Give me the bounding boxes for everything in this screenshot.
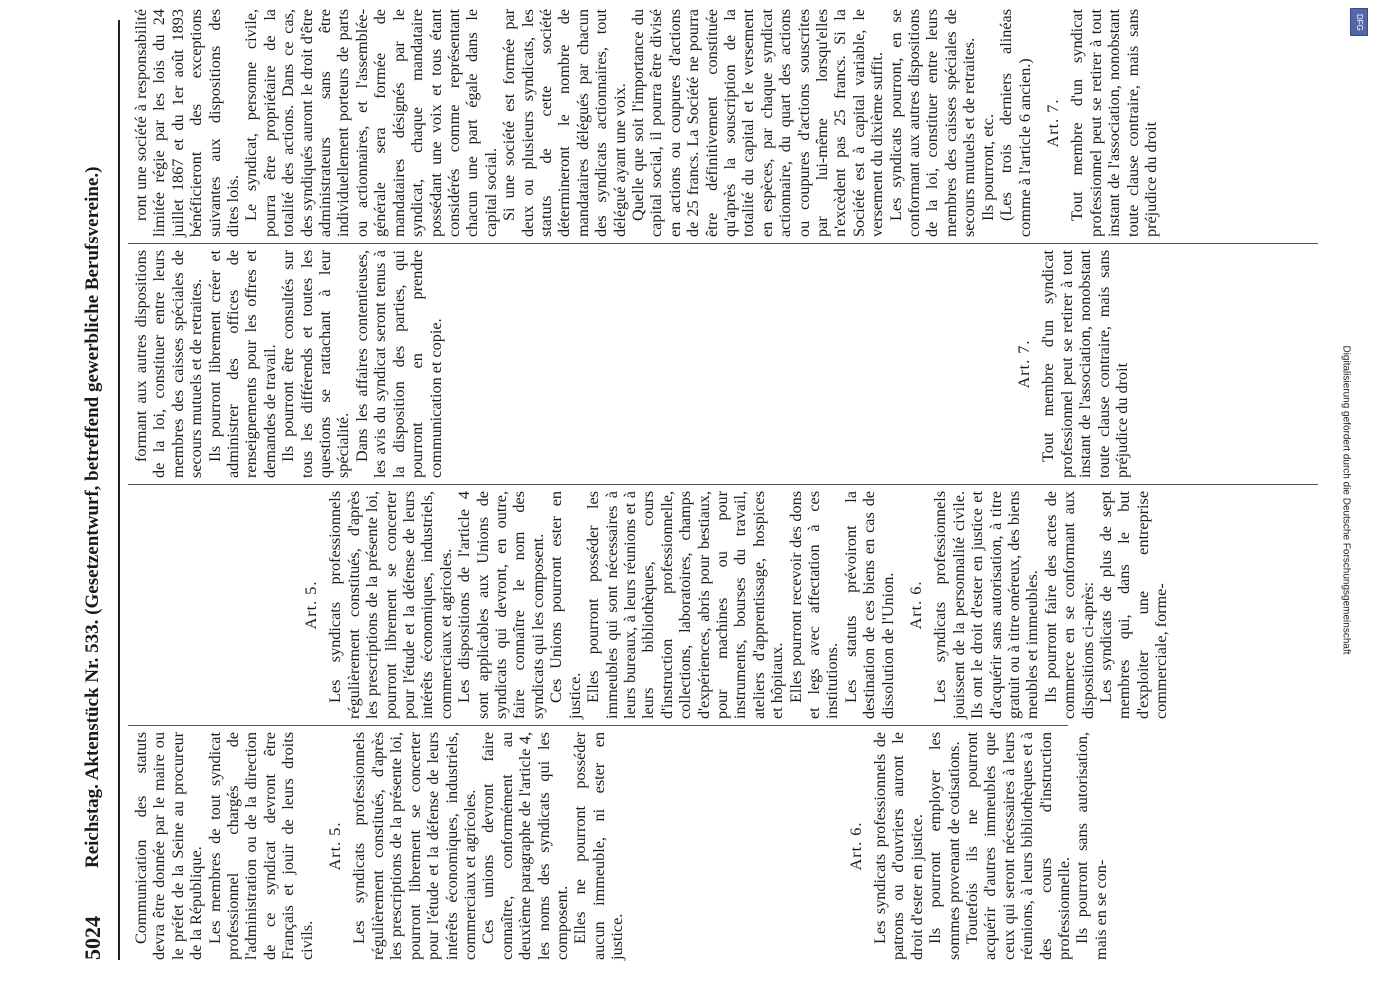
page-number: 5024 — [80, 916, 105, 960]
article-heading: Art. 6. — [907, 580, 925, 630]
paragraph: Les syndicats professionnels jouissent de la personnalité civile. Ils ont le droit d'ester en justice et d'acquérir sans autorisation, à titre gratuit ou à titre onéreux, des biens meubles et immeubles. — [931, 491, 1042, 719]
paragraph: Les syndicats professionnels régulièrement constitués, d'après les prescriptions de la présente loi, pourront librement se concerter pour l'étude et la défense de leurs intérêts économiques, industriels, commerciaux et agricoles. — [326, 491, 455, 719]
article-heading: Art. 7. — [1043, 98, 1062, 148]
paragraph: Ils pourront sans autorisation, mais en se con- — [1073, 732, 1110, 960]
paragraph: Elles ne pourront posséder aucun immeuble, ni ester en justice. — [571, 732, 627, 960]
paragraph: Communication des statuts devra être donnée par le maire ou le préfet de la Seine au procureur de la République. — [132, 732, 206, 960]
article-heading: Art. 7. — [1014, 339, 1033, 389]
paragraph: Elles pourront recevoir des dons et legs avec affectation à ces institutions. — [786, 491, 842, 719]
paragraph: Ces unions devront faire connaître, conformément au deuxième paragraphe de l'article 4, les noms des syndicats qui les composent. — [479, 732, 571, 960]
spacer — [445, 250, 1005, 478]
paragraph: Toutefois ils ne pourront acquérir d'autres immeubles que ceux qui seront nécessaires à leurs réunions, à leurs bibliothèques et à des cours d'instruction professionnelle. — [963, 732, 1074, 960]
paragraph: Les syndicats professionnels régulièrement constitués, d'après les prescriptions de la présente loi, pourront librement se concerter pour l'étude et la défense de leurs intérêts économiques, industriels, commerciaux et agricoles. — [350, 732, 479, 960]
paragraph: Quelle que soit l'importance du capital social, il pourra être divisé en actions ou coupures d'actions de 25 francs. La Société ne pourra être définitivement constituée qu'après la souscription de la totalité du capital et le versement en espèces, par chaque syndicat actionnaire, du quart des actions ou coupures d'actions souscrites par lui-même lorsqu'elles n'excèdent pas 25 francs. Si la Société est à capital variable, le versement du dixième suffit. — [628, 9, 887, 237]
article-heading: Art. 5. — [326, 821, 345, 871]
column-amended-text — [132, 9, 1160, 237]
column-commission-text — [132, 250, 1131, 478]
paragraph: Ils pourront être consultés sur tous les différends et toutes les questions se rattachant à leur spécialité. — [279, 250, 353, 478]
paragraph: Le syndicat, personne civile, pourra être propriétaire de la totalité des actions. Dans ce cas, des syndiqués auront le droit d'être administrateurs sans être individuellement porteurs de parts ou actionnaires, et l'assemblée-générale sera formée de mandataires désignés par le syndicat, chaque mandataire possédant une voix et tous étant considérés comme représentant chacun une part égale dans le capital social. — [242, 9, 500, 237]
paragraph: Les syndicats professionnels de patrons ou d'ouvriers auront le droit d'ester en justice. — [870, 732, 926, 960]
paragraph: Ils pourront librement créer et administrer des offices de renseignements pour les offres et demandes de travail. — [205, 250, 279, 478]
paragraph: Ces Unions pourront ester en justice. — [547, 491, 584, 719]
column-current-law — [132, 732, 1110, 960]
page-title: Reichstag. Aktenstück Nr. 533. (Gesetzentwurf, betreffend gewerbliche Berufsvereine.) — [82, 166, 103, 868]
column-divider — [128, 725, 1068, 726]
paragraph: (Les trois derniers alinéas comme à l'article 6 ancien.) — [997, 9, 1034, 237]
paragraph: Ils pourront faire des actes de commerce en se conformant aux dispositions ci-après: — [1041, 491, 1097, 719]
paragraph: Les syndicats pourront, en se conformant aux autres dispositions de la loi, constituer entre leurs membres des caisses spéciales de secours mutuels et de retraites. — [886, 9, 979, 237]
digitization-note: Digitalisierung gefördert durch die Deutsche Forschungsgemeinschaft — [1340, 345, 1352, 655]
paragraph: Dans les affaires contentieuses, les avis du syndicat seront tenus à la disposition des parties, qui pourront en prendre communication et copie. — [352, 250, 445, 478]
paragraph: Les dispositions de l'article 4 sont applicables aux Unions de syndicats qui devront, en outre, faire connaître le nom des syndicats qui les composent. — [455, 491, 547, 719]
page-header — [78, 20, 120, 960]
paragraph: Les membres de tout syndicat professionnel chargés de l'administration ou de la direction de ce syndicat devront être Français et jouir de leurs droits civils. — [205, 732, 316, 960]
paragraph: Tout membre d'un syndicat professionnel peut se retirer à tout instant de l'association, nonobstant toute clause contraire, mais sans préjudice du droit — [1039, 250, 1131, 478]
spacer — [132, 491, 292, 719]
article-heading: Art. 5. — [302, 580, 320, 630]
paragraph: ront une société à responsabilité limitée régie par les lois du 24 juillet 1867 et du 1er août 1893 bénéficieront des exceptions suivantes aux dispositions des dites lois. — [132, 9, 243, 237]
paragraph: Ils pourront employer les sommes provenant de cotisations. — [926, 732, 963, 960]
paragraph: Les statuts prévoiront la destination de ces biens en cas de dissolution de l'Union. — [841, 491, 897, 719]
column-divider — [128, 484, 1318, 485]
article-heading: Art. 6. — [846, 821, 865, 871]
paragraph: Les syndicats de plus de sept membres qui, dans le but d'exploiter une entreprise commerciale, forme- — [1097, 491, 1171, 719]
paragraph: Tout membre d'un syndicat professionnel peut se retirer à tout instant de l'association, nonobstant toute clause contraire, mais sans préjudice du droit — [1068, 9, 1160, 237]
paragraph: Si une société est formée par deux ou plusieurs syndicats, les statuts de cette société détermineront le nombre de mandataires délégués par chacun des syndicats actionnaires, tout délégué ayant une voix. — [500, 9, 629, 237]
paragraph: formant aux autres dispositions de la loi, constituer entre leurs membres des caisses spéciales de secours mutuels et de retraites. — [132, 250, 206, 478]
column-proposed-law — [132, 491, 1171, 719]
document-page — [36, 0, 1346, 1000]
paragraph: Ils pourront, etc. — [978, 114, 997, 221]
paragraph: Elles pourront posséder les immeubles qui sont nécessaires à leurs bureaux, à leurs réunions et à leurs bibliothèques, cours d'instruction professionnelle, collections, laboratoires, champs d'expériences, abris pour bestiaux, pour machines ou pour instruments, bourses du travail, ateliers d'apprentissage, hospices et hôpitaux. — [584, 491, 787, 719]
dfg-logo: DFG — [1350, 8, 1368, 36]
spacer — [627, 732, 837, 960]
column-divider — [128, 243, 1318, 244]
